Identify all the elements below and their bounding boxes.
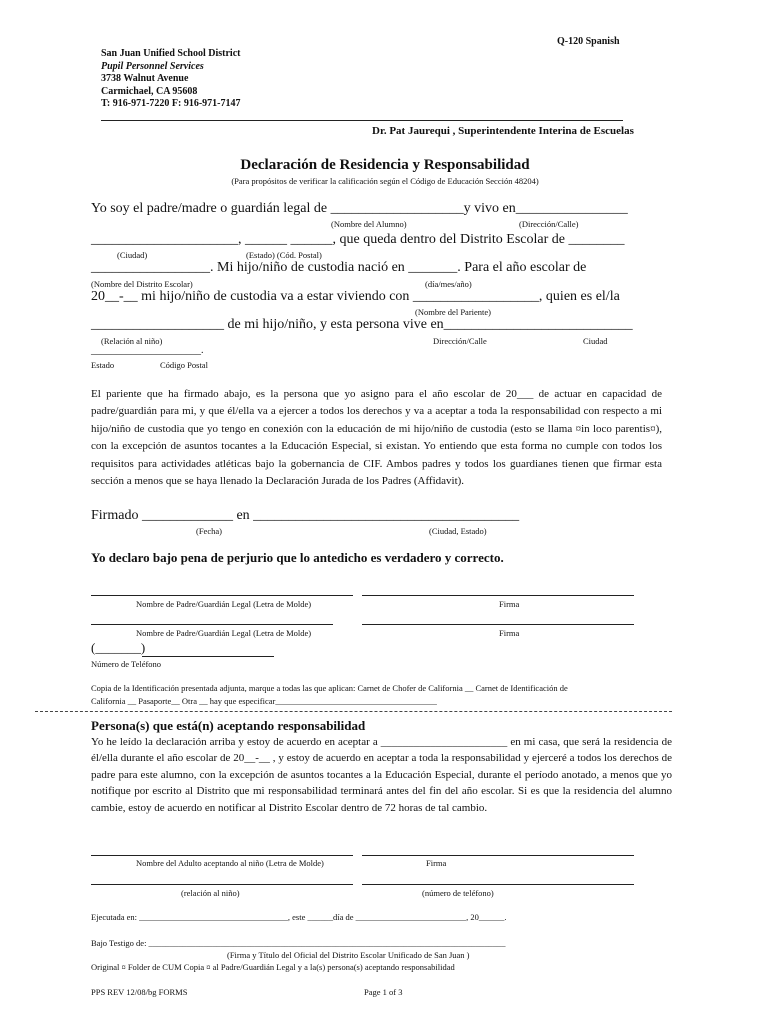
label-city: (Ciudad) — [117, 250, 148, 260]
label-address: Dirección/Calle — [433, 336, 487, 346]
district-name: San Juan Unified School District — [101, 48, 241, 59]
header-rule — [101, 120, 623, 121]
id-line-1[interactable]: Copia de la Identificación presentada adjunta, marque a todas las que aplican: Carnet de Chofer de California __ Carnet de Identificación de — [91, 683, 568, 693]
phone-prefix[interactable]: (_______) — [91, 640, 146, 655]
label-city-2: Ciudad — [583, 336, 608, 346]
section-divider — [35, 711, 672, 712]
label-city-state: (Ciudad, Estado) — [429, 526, 487, 536]
phone-line[interactable] — [142, 656, 274, 657]
label-adult-name: Nombre del Adulto aceptando al niño (Letra de Molde) — [136, 858, 324, 868]
label-guardian-name-2: Nombre de Padre/Guardián Legal (Letra de Molde) — [136, 628, 312, 638]
page-number: Page 1 of 3 — [364, 987, 403, 997]
form-code: Q-120 Spanish — [557, 36, 620, 47]
label-signature-2: Firma — [499, 628, 520, 638]
line-state-zip[interactable]: ______________________. — [91, 345, 204, 356]
acceptance-paragraph: Yo he leído la declaración arriba y estoy de acuerdo en aceptar a _______________________ en mi casa, que será la residencia de él/ella durante el año escolar de 20__-__ , y estoy de acuerdo en aceptar a toda la responsabilidad y ejerceré a todos los derechos de padre para este alumno, con la excepción de asuntos tocantes a la Educación Especial, durante el período anotado, a menos que yo notifique por escrito al Distrito que mi responsabilidad terminará antes del fin del año escolar. Si es que la residencia del alumno cambie, estoy de acuerdo en notificar al Distrito Escolar dentro de 72 horas de tal cambio. — [91, 736, 672, 814]
label-signature-1: Firma — [499, 599, 520, 609]
distribution-note: Original ¤ Folder de CUM Copia ¤ al Padre/Guardián Legal y a la(s) persona(s) aceptando responsabilidad — [91, 962, 455, 972]
footer-revision: PPS REV 12/08/bg FORMS — [91, 987, 188, 997]
line-living-with[interactable]: 20__-__ mi hijo/niño de custodia va a estar viviendo con __________________, quien es el/la — [91, 289, 620, 304]
perjury-statement: Yo declaro bajo pena de perjurio que lo antedicho es verdadero y correcto. — [91, 550, 504, 565]
guardian-name-line-2[interactable] — [91, 624, 333, 625]
witness-line[interactable]: Bajo Testigo de: ____________________________________________________________________________________ — [91, 938, 506, 948]
label-date: (Fecha) — [196, 526, 222, 536]
label-relation-2: (relación al niño) — [181, 888, 240, 898]
district-dept: Pupil Personnel Services — [101, 61, 204, 72]
label-adult-phone: (número de teléfono) — [422, 888, 494, 898]
adult-sig-line[interactable] — [362, 855, 634, 856]
label-phone: Número de Teléfono — [91, 659, 162, 669]
line-city-district[interactable]: _____________________, ______ ______, que queda dentro del Distrito Escolar de ________ — [91, 232, 625, 247]
line-district-birth[interactable]: _________________. Mi hijo/niño de custodia nació en _______. Para el año escolar de — [91, 260, 587, 275]
label-adult-signature: Firma — [426, 858, 447, 868]
superintendent: Dr. Pat Jaurequi , Superintendente Interina de Escuelas — [372, 125, 634, 137]
section2-heading: Persona(s) que está(n) aceptando responsabilidad — [91, 718, 366, 733]
page-title: Declaración de Residencia y Responsabilidad — [240, 157, 530, 173]
label-state-zip: (Estado) (Cód. Postal) — [246, 250, 322, 260]
line-relation-address[interactable]: ___________________ de mi hijo/niño, y esta persona vive en___________________________ — [91, 317, 633, 332]
label-relation: (Relación al niño) — [101, 336, 163, 346]
line-guardian-student[interactable]: Yo soy el padre/madre o guardián legal de ___________________y vivo en________________ — [91, 201, 628, 216]
label-state: Estado — [91, 360, 115, 370]
signed-line[interactable]: Firmado _____________ en ______________________________________ — [91, 508, 520, 523]
district-city: Carmichael, CA 95608 — [101, 86, 198, 97]
adult-phone-line[interactable] — [362, 884, 634, 885]
id-line-2[interactable]: California __ Pasaporte__ Otra __ hay que especificar______________________________________ — [91, 696, 437, 706]
label-zip: Código Postal — [160, 360, 208, 370]
label-birth-date: (día/mes/año) — [425, 279, 472, 289]
label-student-name: (Nombre del Alumno) — [331, 219, 407, 229]
designation-paragraph: El pariente que ha firmado abajo, es la persona que yo asigno para el año escolar de 20___ de actuar en capacidad de padre/guardián para mi, y que él/ella va a ejercer a todos los derechos y va a aceptar a toda la responsabilidad con respecto a mi hijo/niño de custodia que yo tengo en conexión con la educación de mi hijo/niño de custodia (esto se llama ¤in loco parentis¤), con la excepción de asuntos tocantes a la Educación Especial, si existan. Yo entiendo que esta forma no cumple con todos los requisitos para actividades atléticas bajo la gobernancia de CIF. Ambos padres y todos los guardianes tienen que firmar esta sección a menos que se haya llenado la Declaración Jurada de los Padres (Affidavit). — [91, 388, 662, 488]
district-phones: T: 916-971-7220 F: 916-971-7147 — [101, 98, 241, 109]
guardian-sig-line-1[interactable] — [362, 595, 634, 596]
adult-name-line[interactable] — [91, 855, 353, 856]
guardian-name-line-1[interactable] — [91, 595, 353, 596]
label-relative-name: (Nombre del Pariente) — [415, 307, 491, 317]
page-subtitle: (Para propósitos de verificar la calificación según el Código de Educación Sección 48204) — [231, 176, 539, 186]
executed-line[interactable]: Ejecutada en: ___________________________________, este ______día de __________________________, 20______. — [91, 912, 507, 922]
label-witness: (Firma y Título del Oficial del Distrito Escolar Unificado de San Juan ) — [227, 950, 470, 960]
district-street: 3738 Walnut Avenue — [101, 73, 189, 84]
label-guardian-name-1: Nombre de Padre/Guardián Legal (Letra de Molde) — [136, 599, 312, 609]
guardian-sig-line-2[interactable] — [362, 624, 634, 625]
relation-line[interactable] — [91, 884, 353, 885]
label-district-name: (Nombre del Distrito Escolar) — [91, 279, 193, 289]
label-street: (Dirección/Calle) — [519, 219, 579, 229]
